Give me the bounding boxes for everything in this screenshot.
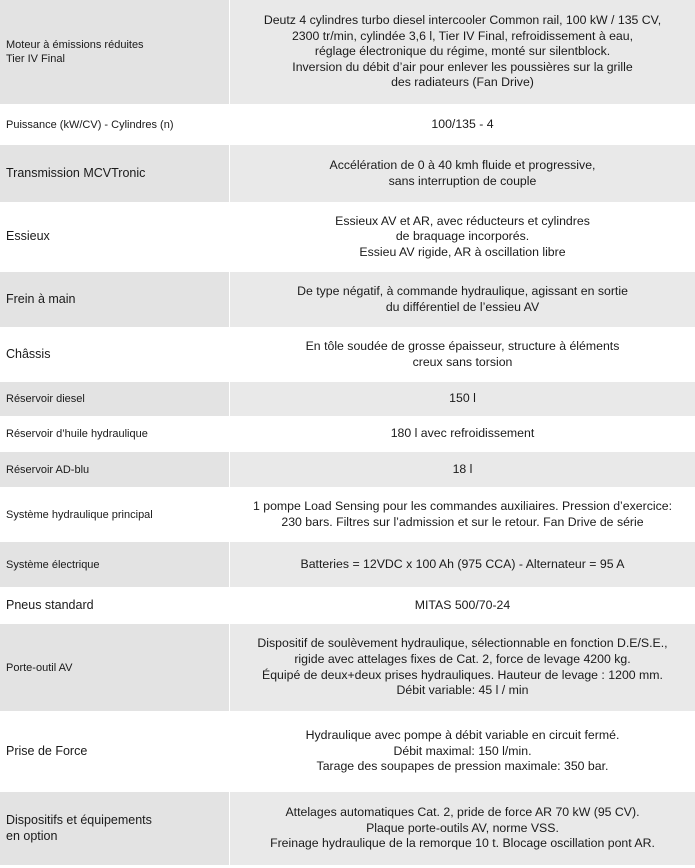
spec-label: Système électrique bbox=[0, 542, 229, 587]
spec-value: De type négatif, à commande hydraulique, agissant en sortie du différentiel de l’essieu AV bbox=[230, 272, 695, 327]
spec-label: Réservoir diesel bbox=[0, 382, 229, 416]
spec-label: Puissance (kW/CV) - Cylindres (n) bbox=[0, 105, 229, 144]
spec-label: Prise de Force bbox=[0, 712, 229, 791]
spec-row-power bbox=[0, 105, 695, 145]
spec-label: Transmission MCVTronic bbox=[0, 145, 229, 202]
spec-value: Accélération de 0 à 40 kmh fluide et progressive, sans interruption de couple bbox=[230, 145, 695, 202]
spec-value: En tôle soudée de grosse épaisseur, structure à éléments creux sans torsion bbox=[230, 328, 695, 381]
spec-value: 180 l avec refroidissement bbox=[230, 417, 695, 451]
spec-row-axles bbox=[0, 203, 695, 272]
spec-label: Châssis bbox=[0, 328, 229, 381]
spec-label: Système hydraulique principal bbox=[0, 488, 229, 541]
spec-row-pto bbox=[0, 712, 695, 792]
spec-label: Dispositifs et équipements en option bbox=[0, 792, 229, 865]
spec-label: Réservoir AD-blu bbox=[0, 452, 229, 487]
spec-value: 18 l bbox=[230, 452, 695, 487]
spec-value: 100/135 - 4 bbox=[230, 105, 695, 144]
spec-label: Réservoir d’huile hydraulique bbox=[0, 417, 229, 451]
spec-row-adblue-tank bbox=[0, 452, 695, 488]
spec-label: Moteur à émissions réduites Tier IV Final bbox=[0, 0, 229, 104]
spec-value: MITAS 500/70-24 bbox=[230, 588, 695, 623]
spec-row-hydraulic-tank bbox=[0, 417, 695, 452]
spec-row-handbrake bbox=[0, 272, 695, 328]
spec-row-engine bbox=[0, 0, 695, 105]
spec-row-diesel-tank bbox=[0, 382, 695, 417]
spec-row-options bbox=[0, 792, 695, 866]
spec-value: Deutz 4 cylindres turbo diesel intercooler Common rail, 100 kW / 135 CV, 2300 tr/min, cylindée 3,6 l, Tier IV Final, refroidissement à eau, réglage électronique du régime, monté sur silentblock. Inversion du débit d’air pour enlever les poussières sur la grille des radiateurs (Fan Drive) bbox=[230, 0, 695, 104]
spec-row-electrical bbox=[0, 542, 695, 588]
spec-label: Frein à main bbox=[0, 272, 229, 327]
spec-value: Hydraulique avec pompe à débit variable en circuit fermé. Débit maximal: 150 l/min. Tarage des soupapes de pression maximale: 350 bar. bbox=[230, 712, 695, 791]
spec-value: Batteries = 12VDC x 100 Ah (975 CCA) - Alternateur = 95 A bbox=[230, 542, 695, 587]
spec-value: Essieux AV et AR, avec réducteurs et cylindres de braquage incorporés. Essieu AV rigide, AR à oscillation libre bbox=[230, 203, 695, 271]
spec-row-tyres bbox=[0, 588, 695, 624]
spec-row-hydraulic-system bbox=[0, 488, 695, 542]
spec-row-front-linkage bbox=[0, 624, 695, 712]
spec-row-chassis bbox=[0, 328, 695, 382]
spec-value: Attelages automatiques Cat. 2, pride de force AR 70 kW (95 CV). Plaque porte-outils AV, norme VSS. Freinage hydraulique de la remorque 10 t. Blocage oscillation pont AR. bbox=[230, 792, 695, 865]
spec-value: Dispositif de soulèvement hydraulique, sélectionnable en fonction D.E/S.E., rigide avec attelages fixes de Cat. 2, force de levage 4200 kg. Équipé de deux+deux prises hydrauliques. Hauteur de levage : 1200 mm. Débit variable: 45 l / min bbox=[230, 624, 695, 711]
spec-label: Pneus standard bbox=[0, 588, 229, 623]
spec-value: 150 l bbox=[230, 382, 695, 416]
spec-label: Essieux bbox=[0, 203, 229, 271]
spec-value: 1 pompe Load Sensing pour les commandes auxiliaires. Pression d’exercice: 230 bars. Filtres sur l’admission et sur le retour. Fan Drive de série bbox=[230, 488, 695, 541]
spec-label: Porte-outil AV bbox=[0, 624, 229, 711]
spec-row-transmission bbox=[0, 145, 695, 203]
